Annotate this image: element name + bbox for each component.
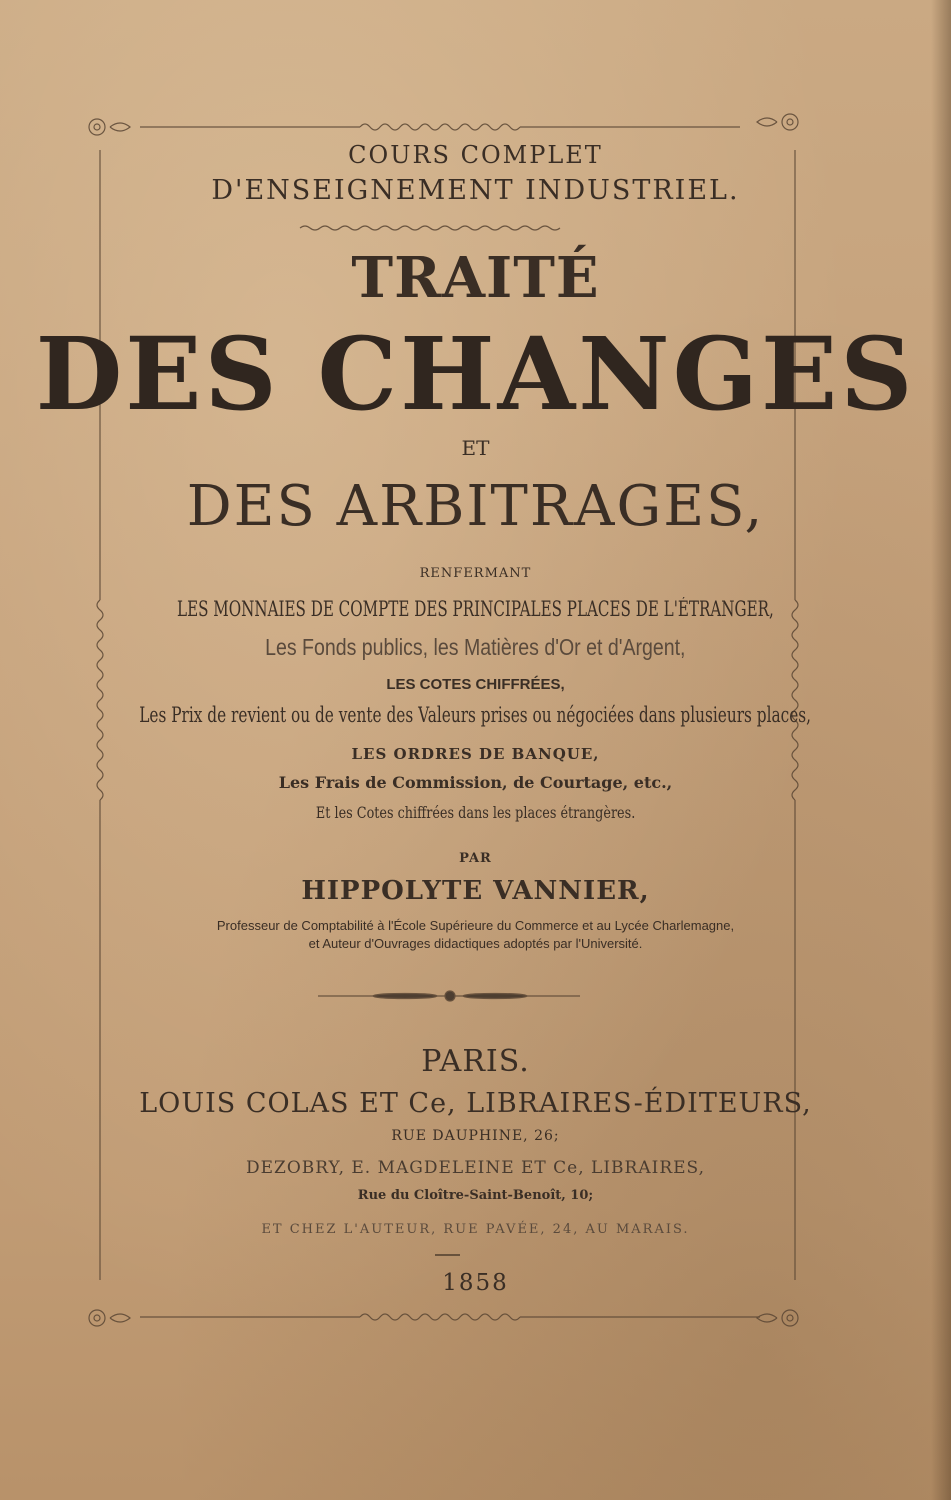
imprint-city: PARIS. — [421, 1044, 530, 1079]
author-affiliation-1: Professeur de Comptabilité à l'École Supérieure du Commerce et au Lycée Charlemagne, — [216, 918, 735, 933]
author-name: HIPPOLYTE VANNIER, — [301, 876, 650, 906]
title-pre: TRAITÉ — [351, 245, 600, 311]
contents-item-cotes-etrangeres: Et les Cotes chiffrées dans les places étrangères. — [315, 803, 636, 822]
contents-item-prix: Les Prix de revient ou de vente des Valeurs prises ou négociées dans plusieurs places, — [139, 703, 812, 727]
contents-item-cotes: LES COTES CHIFFRÉES, — [386, 676, 565, 693]
contents-item-monnaies: LES MONNAIES DE COMPTE DES PRINCIPALES PLACES DE L'ÉTRANGER, — [177, 597, 774, 621]
title-conjunction: ET — [461, 436, 490, 460]
contents-item-fonds-publics: Les Fonds publics, les Matières d'Or et d'Argent, — [265, 634, 686, 660]
imprint-publisher: LOUIS COLAS ET Ce, LIBRAIRES-ÉDITEURS, — [139, 1088, 812, 1119]
contents-item-ordres: LES ORDRES DE BANQUE, — [351, 745, 600, 763]
imprint-year: 1858 — [442, 1270, 509, 1296]
title-second: DES ARBITRAGES, — [186, 474, 765, 539]
author-by: PAR — [459, 851, 492, 866]
main-title: DES CHANGES — [35, 315, 916, 433]
imprint-address-2: Rue du Cloître-Saint-Benoît, 10; — [357, 1188, 594, 1203]
imprint-address-1: RUE DAUPHINE, 26; — [391, 1128, 560, 1144]
imprint-author-address: ET CHEZ L'AUTEUR, RUE PAVÉE, 24, AU MARAIS. — [261, 1222, 690, 1237]
series-line-1: COURS COMPLET — [348, 141, 603, 169]
page-edge-shadow — [931, 0, 951, 1500]
contents-intro: RENFERMANT — [419, 566, 532, 581]
series-line-2: D'ENSEIGNEMENT INDUSTRIEL. — [211, 175, 740, 206]
imprint-bookseller: DEZOBRY, E. MAGDELEINE ET Ce, LIBRAIRES, — [246, 1158, 705, 1178]
author-affiliation-2: et Auteur d'Ouvrages didactiques adoptés par l'Université. — [308, 936, 643, 951]
contents-item-frais: Les Frais de Commission, de Courtage, etc., — [278, 773, 673, 792]
